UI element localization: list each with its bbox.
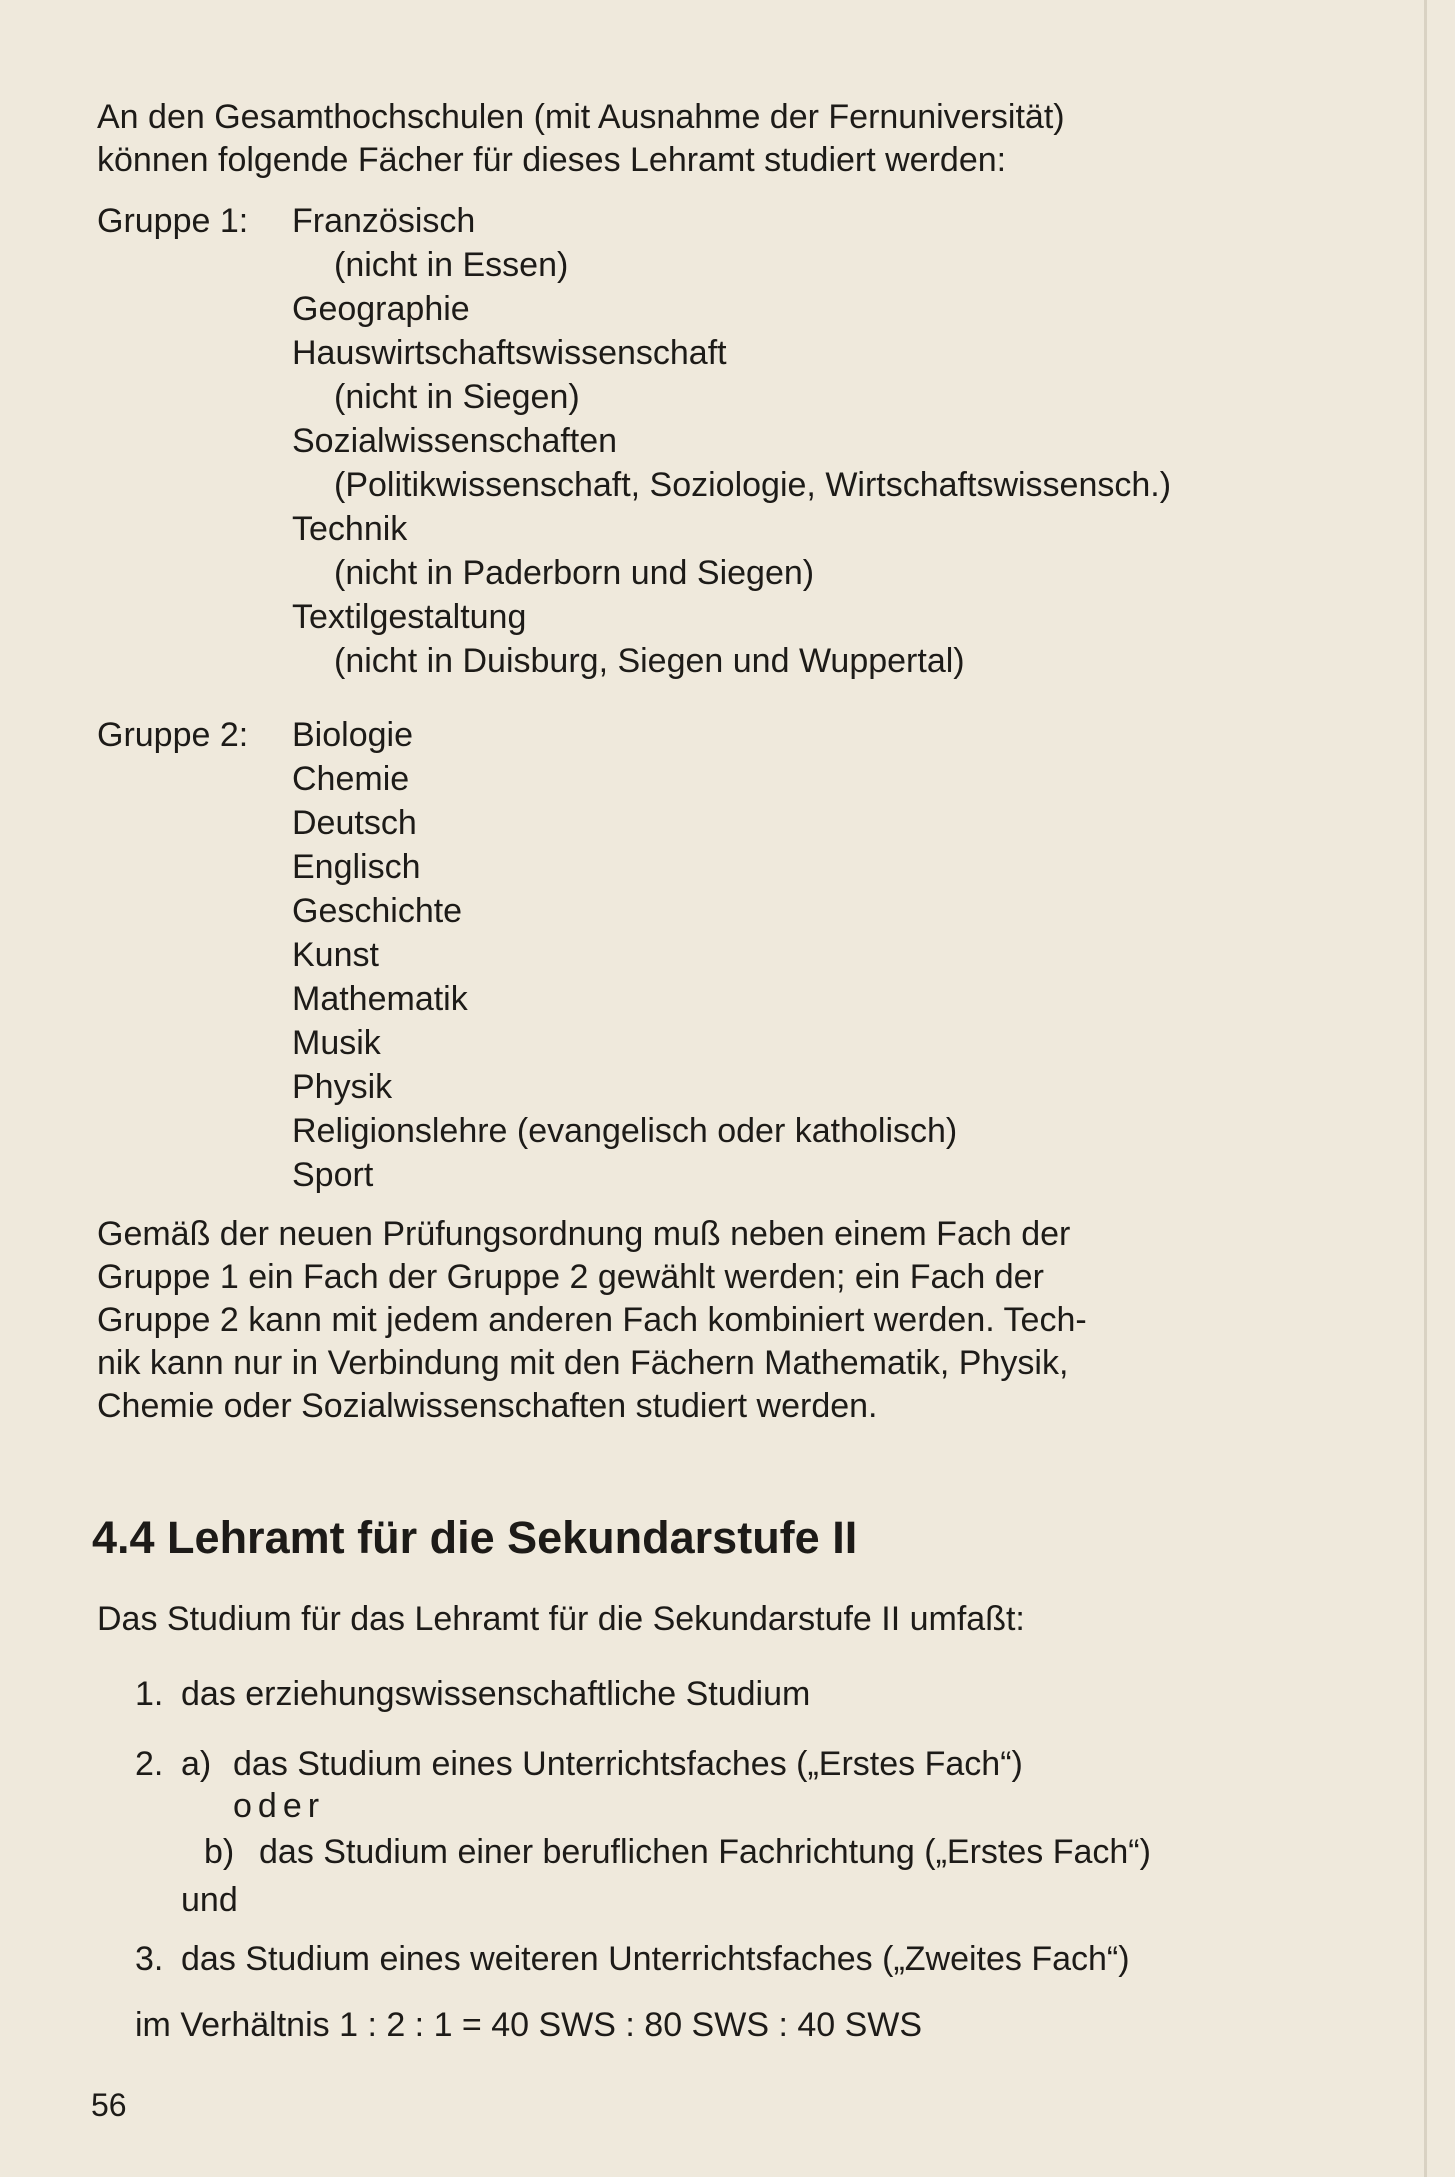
group2-entry: Sport (292, 1156, 374, 1194)
rule-line: nik kann nur in Verbindung mit den Fächern Mathematik, Physik, (97, 1344, 1069, 1382)
group2-entry: Geschichte (292, 892, 463, 930)
intro-line: An den Gesamthochschulen (mit Ausnahme der Fernuniversität) (97, 98, 1065, 136)
rule-paragraph (97, 1213, 1299, 1428)
group1-entry: Hauswirtschaftswissenschaft (292, 334, 727, 372)
group2-entry: Musik (292, 1024, 381, 1062)
group1-note: (nicht in Essen) (334, 246, 569, 284)
group2-entry: Physik (292, 1068, 393, 1106)
group1-note: (nicht in Siegen) (334, 378, 580, 416)
rule-line: Gemäß der neuen Prüfungsordnung muß neben einem Fach der (97, 1215, 1071, 1253)
group1-note: (nicht in Paderborn und Siegen) (334, 554, 815, 592)
ratio-line: im Verhältnis 1 : 2 : 1 = 40 SWS : 80 SWS : 40 SWS (135, 2006, 923, 2044)
item-text: das Studium einer beruflichen Fachrichtung („Erstes Fach“) (259, 1833, 1151, 1871)
group2-entry: Mathematik (292, 980, 468, 1018)
group1-entry: Sozialwissenschaften (292, 422, 618, 460)
group2-label: Gruppe 2: (97, 716, 249, 754)
rule-line: Gruppe 1 ein Fach der Gruppe 2 gewählt werden; ein Fach der (97, 1258, 1044, 1296)
group1-label: Gruppe 1: (97, 202, 249, 240)
page-edge (1424, 0, 1427, 2177)
group2-entry: Kunst (292, 936, 379, 974)
rule-line: Gruppe 2 kann mit jedem anderen Fach kombiniert werden. Tech- (97, 1301, 1087, 1339)
group2-entry: Religionslehre (evangelisch oder katholisch) (292, 1112, 958, 1150)
group2-entry: Chemie (292, 760, 410, 798)
group2-list (292, 713, 957, 1197)
item-number: 3. (135, 1940, 164, 1978)
group2-entry: Biologie (292, 716, 413, 754)
and-word: und (181, 1881, 238, 1919)
group1-note: (Politikwissenschaft, Soziologie, Wirtschaftswissensch.) (334, 466, 1172, 504)
section-heading: 4.4 Lehramt für die Sekundarstufe II (92, 1512, 858, 1563)
intro-line: können folgende Fächer für dieses Lehramt studiert werden: (97, 141, 1007, 179)
section-lead: Das Studium für das Lehramt für die Sekundarstufe II umfaßt: (97, 1600, 1025, 1638)
group1-entry: Französisch (292, 202, 476, 240)
item-text: das Studium eines weiteren Unterrichtsfaches („Zweites Fach“) (181, 1940, 1130, 1978)
or-word: oder (233, 1787, 326, 1825)
group1-list (292, 199, 1171, 683)
page-number: 56 (91, 2087, 127, 2123)
item-number: 2. (135, 1745, 164, 1783)
group1-entry: Textilgestaltung (292, 598, 527, 636)
item-number: 1. (135, 1675, 164, 1713)
group1-entry: Geographie (292, 290, 470, 328)
item-text: das Studium eines Unterrichtsfaches („Erstes Fach“) (233, 1745, 1023, 1783)
group2-entry: Deutsch (292, 804, 417, 842)
item-sub-label: b) (204, 1833, 235, 1871)
group1-note: (nicht in Duisburg, Siegen und Wuppertal) (334, 642, 965, 680)
group2-entry: Englisch (292, 848, 421, 886)
rule-line: Chemie oder Sozialwissenschaften studiert werden. (97, 1387, 878, 1425)
intro-paragraph (97, 96, 1299, 182)
item-sub-label: a) (181, 1745, 212, 1783)
item-text: das erziehungswissenschaftliche Studium (181, 1675, 811, 1713)
group1-entry: Technik (292, 510, 408, 548)
